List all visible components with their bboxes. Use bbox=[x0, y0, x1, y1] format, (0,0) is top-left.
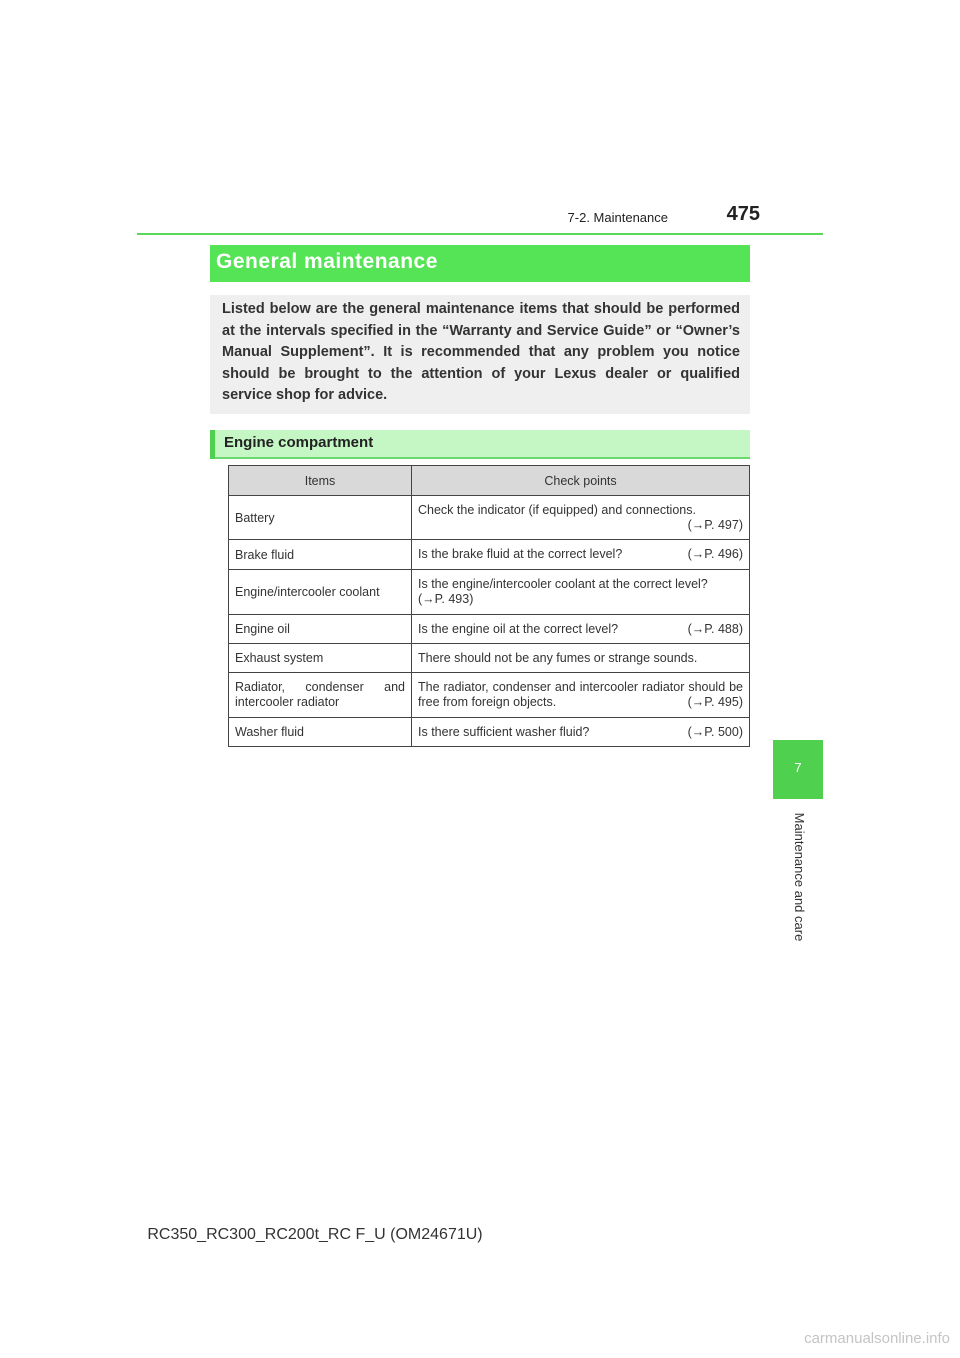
column-header-check-points: Check points bbox=[412, 466, 750, 496]
item-cell: Exhaust system bbox=[229, 644, 412, 673]
check-cell bbox=[412, 540, 750, 570]
page-reference-link[interactable]: (→P. 495) bbox=[687, 695, 743, 709]
page-reference-link[interactable]: (→P. 493) bbox=[418, 592, 474, 606]
page-number: 475 bbox=[726, 203, 760, 225]
check-cell bbox=[412, 570, 750, 615]
item-cell: Engine oil bbox=[229, 615, 412, 644]
maintenance-table bbox=[228, 465, 750, 747]
check-cell bbox=[412, 496, 750, 540]
table-row bbox=[229, 540, 750, 570]
chapter-label: Maintenance and care bbox=[792, 812, 807, 942]
item-cell: Radiator, condenser and intercooler radiator bbox=[229, 673, 412, 718]
item-cell: Battery bbox=[229, 496, 412, 540]
column-header-items: Items bbox=[229, 466, 412, 496]
subheading-accent bbox=[210, 430, 215, 459]
check-text: Is the brake fluid at the correct level? bbox=[418, 547, 623, 561]
intro-box bbox=[210, 295, 750, 414]
check-text: Check the indicator (if equipped) and connections. bbox=[418, 502, 696, 517]
check-cell: There should not be any fumes or strange sounds. bbox=[412, 644, 750, 673]
page-reference-link[interactable]: (→P. 496) bbox=[687, 547, 743, 561]
subheading: Engine compartment bbox=[224, 434, 374, 451]
section-label: 7-2. Maintenance bbox=[567, 210, 668, 225]
check-text: Is the engine/intercooler coolant at the correct level? bbox=[418, 577, 708, 591]
check-cell bbox=[412, 673, 750, 718]
check-text: Is the engine oil at the correct level? bbox=[418, 621, 619, 636]
subheading-bar bbox=[210, 430, 750, 459]
table-row bbox=[229, 718, 750, 747]
item-cell: Brake fluid bbox=[229, 540, 412, 570]
check-line bbox=[418, 725, 743, 740]
table-row bbox=[229, 673, 750, 718]
page-reference-link[interactable]: (→P. 497) bbox=[687, 517, 743, 532]
page-title-bar bbox=[210, 245, 750, 282]
table-row bbox=[229, 615, 750, 644]
table-row bbox=[229, 644, 750, 673]
check-cell bbox=[412, 718, 750, 747]
chapter-tab[interactable]: 7 bbox=[773, 740, 823, 799]
check-text: Is there sufficient washer fluid? bbox=[418, 724, 590, 739]
check-text: The radiator, condenser and intercooler radiator should be free from foreign objects. bbox=[418, 680, 743, 709]
check-cell bbox=[412, 615, 750, 644]
table-row bbox=[229, 496, 750, 540]
check-line bbox=[418, 622, 743, 637]
intro-text: Listed below are the general maintenance items that should be performed at the intervals specified in the “Warranty and Service Guide” or “Owner’s Manual Supplement”. It is recommended that any problem you notice should be brought to the attention of your Lexus dealer or qualified service shop for advice. bbox=[222, 301, 740, 404]
item-cell: Washer fluid bbox=[229, 718, 412, 747]
table-header-row bbox=[229, 466, 750, 496]
document-footer: RC350_RC300_RC200t_RC F_U (OM24671U) bbox=[147, 1226, 483, 1243]
page-reference-link[interactable]: (→P. 500) bbox=[687, 724, 743, 739]
table-row bbox=[229, 570, 750, 615]
item-cell: Engine/intercooler coolant bbox=[229, 570, 412, 615]
page-reference-link[interactable]: (→P. 488) bbox=[687, 621, 743, 636]
page-title: General maintenance bbox=[216, 250, 438, 273]
header-divider bbox=[137, 233, 823, 235]
watermark: carmanualsonline.info bbox=[804, 1330, 950, 1347]
check-line bbox=[418, 547, 743, 562]
